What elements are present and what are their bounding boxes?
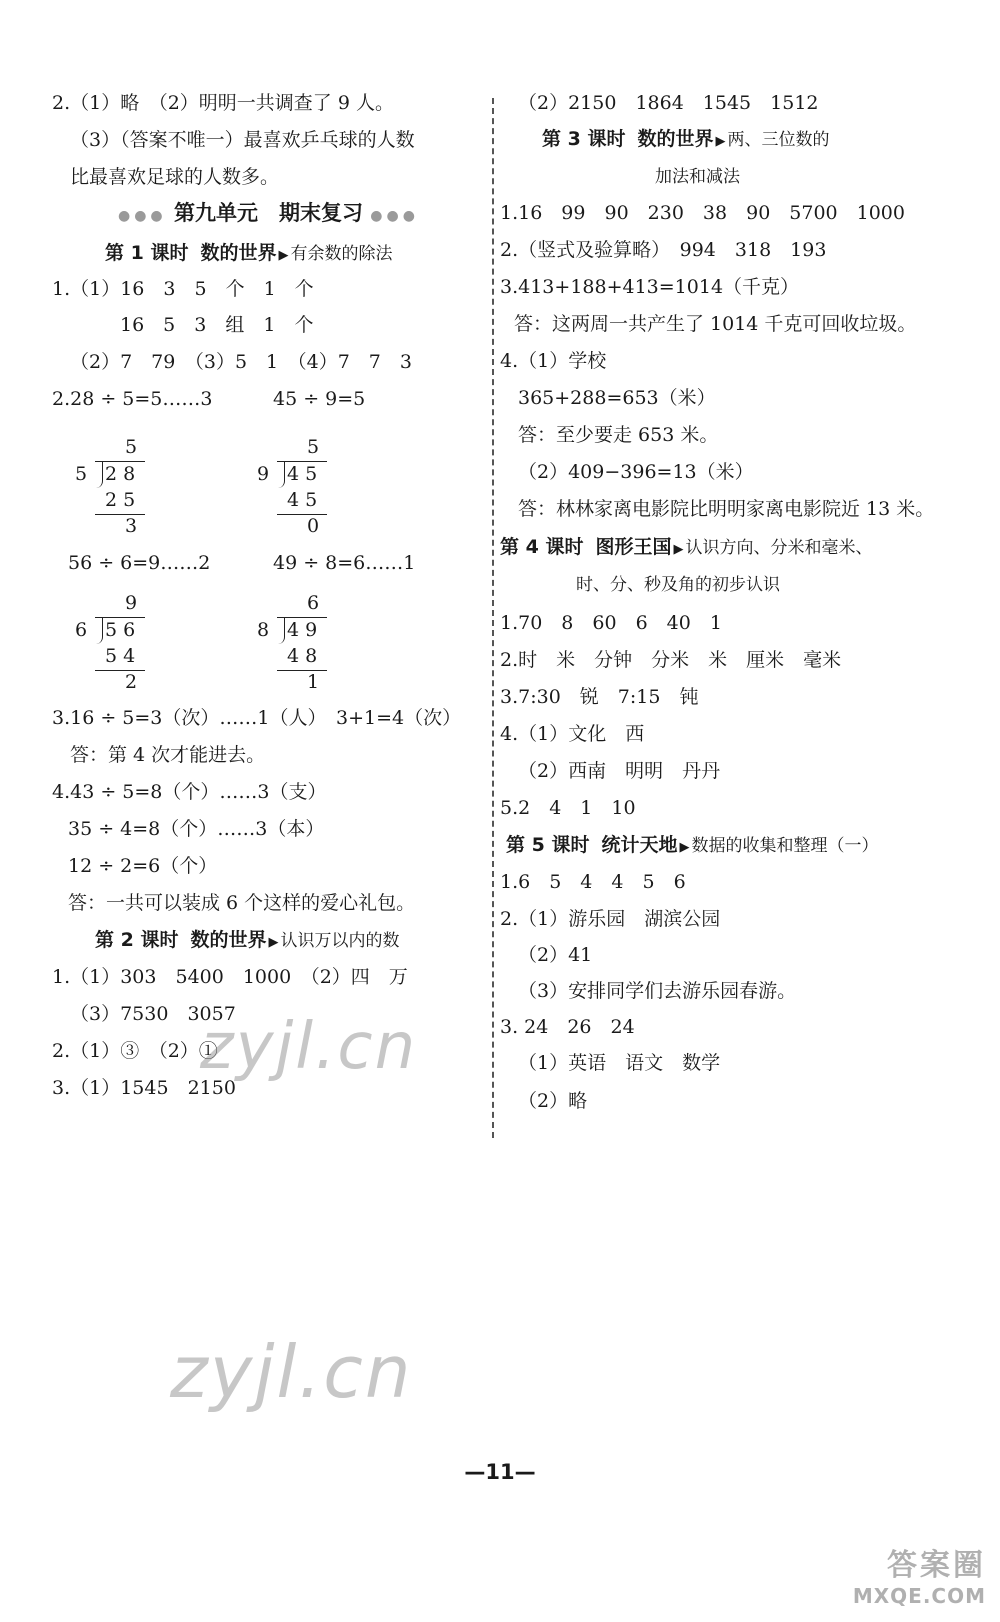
answer-line: 1.70 8 60 6 40 1 <box>500 612 722 634</box>
answer-line: 比最喜欢足球的人数多。 <box>70 166 280 188</box>
subtract-line <box>277 670 327 671</box>
lesson-number: 第 3 课时 <box>542 128 626 150</box>
lesson-heading <box>105 238 392 271</box>
corner-logo-url: MXQE.COM <box>852 1584 986 1608</box>
answer-line: 2.（1）③ （2）① <box>52 1040 218 1062</box>
answer-line: 35 ÷ 4=8（个）……3（本） <box>68 818 325 840</box>
answer-line: 365+288=653（米） <box>518 387 716 409</box>
answer-line: 56 ÷ 6=9……2 <box>68 552 211 574</box>
remainder: 1 <box>307 671 320 693</box>
dividend: 4 9 <box>287 619 318 641</box>
remainder: 2 <box>125 671 138 693</box>
answer-line: 1.（1）16 3 5 个 1 个 <box>52 278 314 300</box>
lesson-number: 第 5 课时 <box>506 834 590 856</box>
quotient: 5 <box>307 436 320 458</box>
lesson-domain: 数的世界 <box>637 128 714 150</box>
lesson-topic-cont: 加法和减法 <box>655 167 740 187</box>
answer-line: 3.413+188+413=1014（千克） <box>500 276 800 298</box>
answer-line: 答：第 4 次才能进去。 <box>70 744 266 766</box>
subtract-line <box>277 514 327 515</box>
answer-line: 4.43 ÷ 5=8（个）……3（支） <box>52 781 327 803</box>
answer-line: 16 5 3 组 1 个 <box>120 314 314 336</box>
watermark: zyjl.cn <box>200 1010 418 1084</box>
long-division <box>73 592 193 692</box>
lesson-number: 第 1 课时 <box>105 242 189 264</box>
remainder: 0 <box>307 515 320 537</box>
answer-line: 3.7:30 锐 7:15 钝 <box>500 686 699 708</box>
answer-line: （2）西南 明明 丹丹 <box>518 760 721 782</box>
lesson-heading <box>95 925 399 958</box>
answer-line: 5.2 4 1 10 <box>500 797 636 819</box>
answer-line: 1.6 5 4 4 5 6 <box>500 871 686 893</box>
triangle-icon: ▶ <box>679 840 690 855</box>
answer-line: （2）41 <box>518 944 593 966</box>
lesson-heading <box>506 830 878 863</box>
answer-line: 2.时 米 分钟 分米 米 厘米 毫米 <box>500 649 842 671</box>
answer-line: （2）略 <box>518 1090 588 1112</box>
divisor: 8 <box>257 619 270 641</box>
answer-line: 2.（1）略 （2）明明一共调查了 9 人。 <box>52 92 394 114</box>
lesson-number: 第 4 课时 <box>500 536 584 558</box>
triangle-icon: ▶ <box>715 134 726 149</box>
long-division <box>73 436 193 536</box>
answer-line: 4.（1）文化 西 <box>500 723 645 745</box>
subtract-line <box>95 514 145 515</box>
unit-title-text: 第九单元 期末复习 <box>173 201 363 225</box>
triangle-icon: ▶ <box>268 935 279 950</box>
page-number: —11— <box>464 1460 536 1484</box>
triangle-icon: ▶ <box>278 248 289 263</box>
dividend: 5 6 <box>105 619 136 641</box>
dividend: 2 8 <box>105 463 136 485</box>
lesson-number: 第 2 课时 <box>95 929 179 951</box>
corner-logo <box>853 1540 986 1608</box>
lesson-topic: 认识万以内的数 <box>280 931 400 951</box>
lesson-heading-cont <box>576 570 780 600</box>
answer-line: 2.（竖式及验算略） 994 318 193 <box>500 239 827 261</box>
division-bracket <box>96 462 103 488</box>
answer-line: 2.（1）游乐园 湖滨公园 <box>500 908 721 930</box>
lesson-topic-cont: 时、分、秒及角的初步认识 <box>576 575 780 595</box>
answer-line: （2）7 79 （3）5 1 （4）7 7 3 <box>70 351 412 373</box>
answer-line: （3）7530 3057 <box>70 1003 236 1025</box>
decor-dots: ●●● <box>118 208 167 224</box>
unit-title <box>118 198 419 231</box>
watermark: zyjl.cn <box>170 1330 413 1414</box>
remainder: 3 <box>125 515 138 537</box>
lesson-topic: 数据的收集和整理（一） <box>691 836 879 856</box>
answer-line: 1.（1）303 5400 1000 （2）四 万 <box>52 966 408 988</box>
product: 5 4 <box>105 645 136 667</box>
quotient: 5 <box>125 436 138 458</box>
lesson-heading-cont <box>655 162 740 192</box>
decor-dots: ●●● <box>370 208 419 224</box>
lesson-heading <box>542 124 829 157</box>
lesson-domain: 数的世界 <box>190 929 267 951</box>
quotient: 9 <box>125 592 138 614</box>
answer-line: 3. 24 26 24 <box>500 1016 635 1038</box>
answer-line: 答：林林家离电影院比明明家离电影院近 13 米。 <box>518 498 935 520</box>
answer-line: 12 ÷ 2=6（个） <box>68 855 218 877</box>
answer-line: 45 ÷ 9=5 <box>273 388 366 410</box>
product: 4 5 <box>287 489 318 511</box>
answer-line: （3）（答案不唯一）最喜欢乒乓球的人数 <box>70 129 415 151</box>
answer-line: （1）英语 语文 数学 <box>518 1052 721 1074</box>
answer-line: 答：这两周一共产生了 1014 千克可回收垃圾。 <box>514 313 917 335</box>
division-bracket <box>278 462 285 488</box>
quotient: 6 <box>307 592 320 614</box>
answer-line: 3.（1）1545 2150 <box>52 1077 236 1099</box>
triangle-icon: ▶ <box>673 542 684 557</box>
divisor: 9 <box>257 463 270 485</box>
answer-line: （2）409−396=13（米） <box>518 461 754 483</box>
lesson-topic: 有余数的除法 <box>290 244 393 264</box>
answer-line: 2.28 ÷ 5=5……3 <box>52 388 213 410</box>
answer-line: （2）2150 1864 1545 1512 <box>518 92 819 114</box>
product: 2 5 <box>105 489 136 511</box>
lesson-domain: 图形王国 <box>595 536 672 558</box>
answer-line: 1.16 99 90 230 38 90 5700 1000 <box>500 202 905 224</box>
answer-line: 3.16 ÷ 5=3（次）……1（人） 3+1=4（次） <box>52 707 462 729</box>
lesson-heading <box>500 532 872 565</box>
lesson-topic: 两、三位数的 <box>727 130 830 150</box>
answer-line: 49 ÷ 8=6……1 <box>273 552 416 574</box>
division-bracket <box>96 618 103 644</box>
product: 4 8 <box>287 645 318 667</box>
lesson-topic: 认识方向、分米和毫米、 <box>685 538 873 558</box>
lesson-domain: 数的世界 <box>200 242 277 264</box>
dividend: 4 5 <box>287 463 318 485</box>
answer-line: 答：一共可以装成 6 个这样的爱心礼包。 <box>68 892 416 914</box>
long-division <box>255 592 375 692</box>
divisor: 6 <box>75 619 88 641</box>
answer-line: 答：至少要走 653 米。 <box>518 424 719 446</box>
lesson-domain: 统计天地 <box>601 834 678 856</box>
subtract-line <box>95 670 145 671</box>
column-divider <box>492 98 494 1138</box>
division-bracket <box>278 618 285 644</box>
long-division <box>255 436 375 536</box>
corner-logo-text: 答案圈 <box>887 1548 986 1583</box>
divisor: 5 <box>75 463 88 485</box>
answer-line: 4.（1）学校 <box>500 350 607 372</box>
answer-line: （3）安排同学们去游乐园春游。 <box>518 980 797 1002</box>
